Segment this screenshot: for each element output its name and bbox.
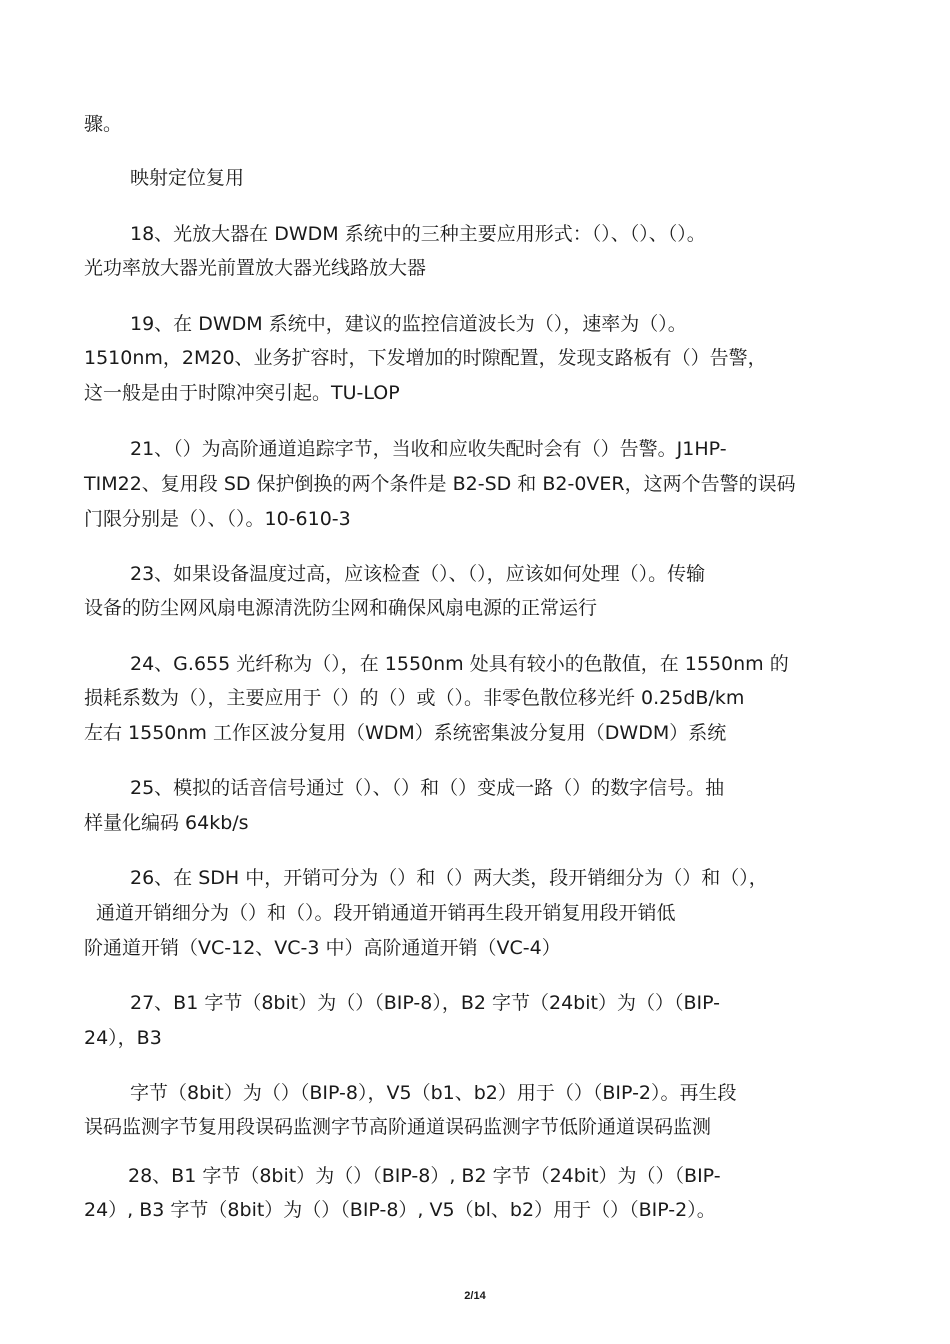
question-22: TIM22、复用段 SD 保护倒换的两个条件是 B2-SD 和 B2-0VER，这两个告警的误码 [84, 473, 796, 495]
answer-20: 这一般是由于时隙冲突引起。TU-LOP [84, 382, 400, 404]
answer-25: 样量化编码 64kb/s [84, 812, 249, 834]
answer-19-question-20: 1510nm，2M20、业务扩容时，下发增加的时隙配置，发现支路板有（）告警， [84, 347, 767, 369]
answer-26: 阶通道开销（VC-12、VC-3 中）高阶通道开销（VC-4） [84, 937, 561, 959]
question-19: 19、在 DWDM 系统中，建议的监控信道波长为（），速率为（）。 [130, 313, 687, 335]
question-26-cont: 通道开销细分为（）和（）。段开销通道开销再生段开销复用段开销低 [96, 902, 676, 924]
answer-24: 左右 1550nm 工作区波分复用（WDM）系统密集波分复用（DWDM）系统 [84, 722, 727, 744]
question-24-cont: 损耗系数为（），主要应用于（）的（）或（）。非零色散位移光纤 0.25dB/km [84, 687, 745, 709]
question-27-cont: 24），B3 [84, 1027, 162, 1049]
question-24: 24、G.655 光纤称为（），在 1550nm 处具有较小的色散值，在 1550nm 的 [130, 653, 789, 675]
answer-18: 光功率放大器光前置放大器光线路放大器 [84, 257, 427, 279]
text-line: 骤。 [84, 113, 123, 135]
page-number: 2/14 [464, 1290, 486, 1302]
question-26: 26、在 SDH 中，开销可分为（）和（）两大类，段开销细分为（）和（）， [130, 867, 768, 889]
question-18: 18、光放大器在 DWDM 系统中的三种主要应用形式：（）、（）、（）。 [130, 223, 706, 245]
question-25: 25、模拟的话音信号通过（）、（）和（）变成一路（）的数字信号。抽 [130, 777, 725, 799]
text-line: 映射定位复用 [130, 167, 245, 189]
question-23: 23、如果设备温度过高，应该检查（）、（），应该如何处理（）。传输 [130, 563, 706, 585]
question-21: 21、（）为高阶通道追踪字节，当收和应收失配时会有（）告警。J1HP- [130, 438, 727, 460]
question-27-cont2: 字节（8bit）为（）（BIP-8），V5（b1、b2）用于（）（BIP-2）。再生段 [130, 1082, 737, 1104]
answer-23: 设备的防尘网风扇电源清洗防尘网和确保风扇电源的正常运行 [84, 597, 598, 619]
question-27: 27、B1 字节（8bit）为（）（BIP-8），B2 字节（24bit）为（）（BIP- [130, 992, 721, 1014]
answer-27: 误码监测字节复用段误码监测字节高阶通道误码监测字节低阶通道误码监测 [84, 1116, 712, 1138]
question-28: 28、B1 字节（8bit）为（）（BIP-8）, B2 字节（24bit）为（）（BIP- [128, 1165, 721, 1187]
question-28-cont: 24）, B3 字节（8bit）为（）（BIP-8）, V5（bl、b2）用于（）（BIP-2）。 [84, 1199, 716, 1221]
answer-22: 门限分别是（）、（）。10-610-3 [84, 508, 351, 530]
